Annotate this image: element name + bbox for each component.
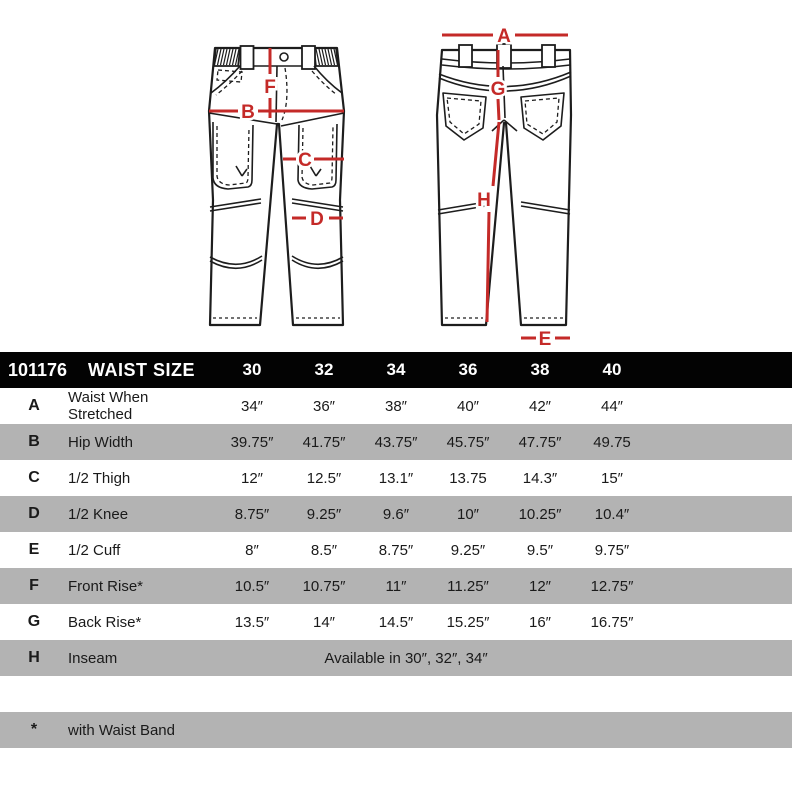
size-value: 16″ [529, 613, 551, 631]
size-value: 10.25″ [518, 505, 562, 523]
size-value: 14.3″ [522, 469, 558, 487]
table-header-row [0, 352, 792, 388]
thigh-pocket-left-stitch [217, 126, 249, 185]
size-value: 13.1″ [378, 469, 414, 487]
size-value: 49.75 [593, 433, 631, 451]
spacer [0, 676, 792, 712]
size-value: 40″ [457, 397, 479, 415]
measure-label-b: B [241, 102, 255, 123]
row-letter: H [28, 649, 40, 666]
back-knee-seam-right [521, 202, 570, 214]
size-value: 13.5″ [234, 613, 270, 631]
size-value: 38″ [385, 397, 407, 415]
elastic-panel-left-hatch [215, 49, 240, 65]
row-letter: F [29, 577, 39, 594]
row-name: 1/2 Cuff [68, 541, 121, 559]
thigh-pocket-left-mark [236, 166, 247, 176]
size-value: 44″ [601, 397, 623, 415]
table-row-b [0, 424, 792, 460]
front-knee-seam-left [210, 199, 261, 211]
footnote-text: with Waist Band [68, 721, 175, 739]
size-value: 15.25″ [446, 613, 490, 631]
size-value: 39.75″ [230, 433, 274, 451]
waist-size-header: WAIST SIZE [88, 359, 196, 380]
front-yoke-right [281, 113, 344, 126]
back-measurements [442, 26, 570, 350]
size-value: 11.25″ [447, 577, 489, 595]
size-value: 8″ [245, 541, 259, 559]
measure-label-d: D [310, 209, 324, 230]
elastic-panel-right-hatch [316, 49, 338, 65]
back-pocket-left-stitch [447, 98, 481, 134]
pants-diagram-svg [0, 0, 792, 352]
front-pocket-stitch-right [312, 71, 337, 95]
table-row-f [0, 568, 792, 604]
row-letter: C [28, 469, 40, 486]
front-belt-loop-right [302, 46, 315, 69]
row-letter: A [28, 397, 40, 414]
front-pocket-opening-right [314, 66, 342, 93]
size-value: 12″ [241, 469, 263, 487]
size-column-32: 32 [314, 360, 334, 379]
size-value: 9.25″ [450, 541, 486, 559]
inseam-availability: Available in 30″, 32″, 34″ [324, 649, 488, 667]
size-value: 16.75″ [590, 613, 634, 631]
size-value: 12″ [529, 577, 551, 595]
size-value: 8.75″ [378, 541, 414, 559]
measure-line-h [487, 122, 499, 322]
front-pants [209, 46, 344, 325]
row-letter: E [28, 541, 40, 558]
size-value: 41.75″ [302, 433, 346, 451]
measure-label-g: G [490, 79, 506, 100]
measure-label-a: A [497, 26, 511, 47]
footnote-symbol: * [30, 721, 38, 738]
size-value: 43.75″ [374, 433, 418, 451]
size-value: 11″ [385, 577, 407, 595]
fly-seam [276, 66, 277, 122]
size-value: 9.5″ [526, 541, 554, 559]
size-value: 10.5″ [234, 577, 270, 595]
size-value: 9.25″ [306, 505, 342, 523]
front-kneecap-right [292, 256, 343, 268]
size-column-38: 38 [530, 360, 550, 379]
front-pocket-stitch-left [216, 71, 242, 95]
size-value: 10″ [457, 505, 479, 523]
row-letter: D [28, 505, 40, 522]
row-name: Inseam [68, 649, 118, 667]
row-letter: G [27, 613, 41, 630]
size-column-40: 40 [602, 360, 622, 379]
size-value: 8.5″ [310, 541, 338, 559]
measure-label-h: H [477, 190, 491, 211]
size-column-34: 34 [386, 360, 406, 379]
product-sku: 101176 [8, 359, 68, 380]
size-value: 9.75″ [594, 541, 630, 559]
back-belt-loop-right [542, 45, 555, 67]
size-value: 9.6″ [382, 505, 410, 523]
front-kneecap-left [210, 256, 262, 268]
table-row-g [0, 604, 792, 640]
measure-label-f: F [264, 77, 276, 98]
table-row-a [0, 388, 792, 424]
size-value: 12.5″ [306, 469, 342, 487]
size-value: 45.75″ [446, 433, 490, 451]
size-column-36: 36 [458, 360, 478, 379]
measure-label-c: C [298, 150, 312, 171]
size-value: 13.75 [449, 469, 487, 487]
footnote-row [0, 712, 792, 748]
row-name: Waist When Stretched [68, 389, 149, 423]
size-value: 42″ [529, 397, 551, 415]
table-row-e [0, 532, 792, 568]
table-row-d [0, 496, 792, 532]
size-value: 34″ [241, 397, 263, 415]
measure-label-e: E [538, 329, 552, 350]
back-pocket-right-stitch [525, 98, 559, 134]
size-value: 12.75″ [590, 577, 634, 595]
row-name: 1/2 Thigh [68, 469, 131, 487]
size-value: 14.5″ [378, 613, 414, 631]
size-value: 47.75″ [518, 433, 562, 451]
pants-diagram [0, 0, 792, 352]
coin-pocket [217, 70, 242, 82]
row-name: 1/2 Knee [68, 505, 129, 523]
size-value: 10.4″ [594, 505, 630, 523]
thigh-pocket-left [213, 122, 253, 189]
row-name: Back Rise* [68, 613, 142, 631]
back-belt-loop-left [459, 45, 472, 67]
row-name: Front Rise* [68, 577, 144, 595]
row-name: Hip Width [68, 433, 134, 451]
row-letter: B [28, 433, 40, 450]
table-row-c [0, 460, 792, 496]
front-belt-loop-left [241, 46, 254, 69]
size-value: 15″ [601, 469, 623, 487]
waist-button [280, 53, 288, 61]
size-column-30: 30 [242, 360, 262, 379]
size-value: 36″ [313, 397, 335, 415]
size-value: 10.75″ [302, 577, 346, 595]
size-value: 8.75″ [234, 505, 270, 523]
size-value: 14″ [313, 613, 335, 631]
table-row-h [0, 640, 792, 676]
